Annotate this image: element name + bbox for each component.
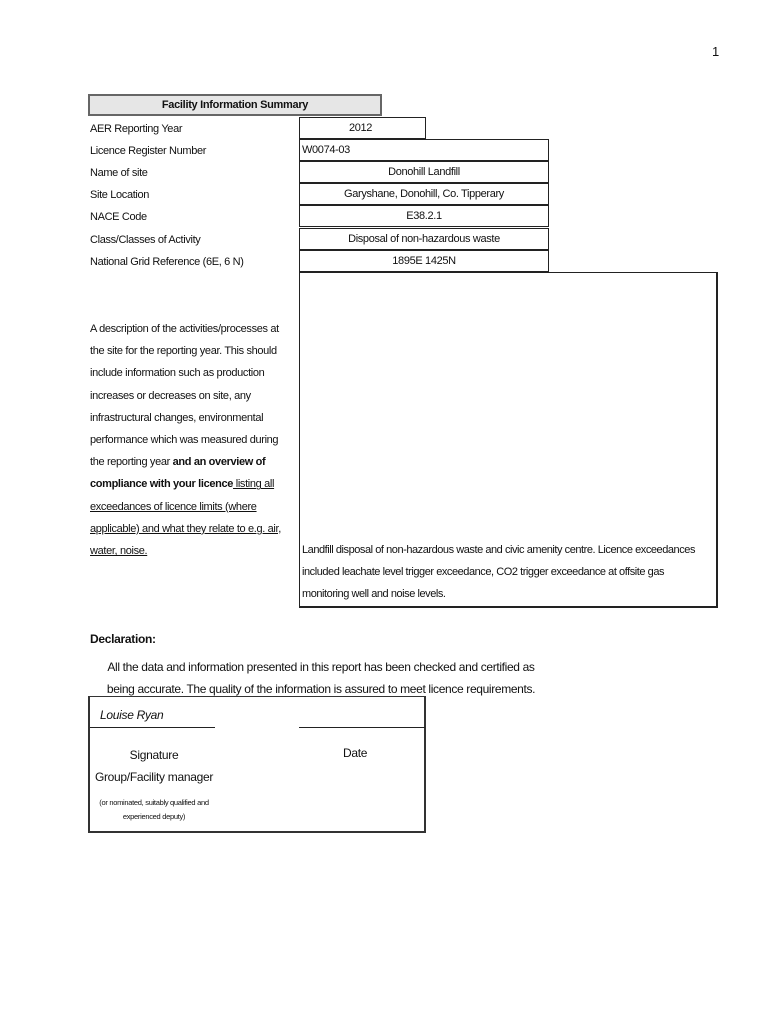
label-class-of-activity: Class/Classes of Activity [90, 234, 201, 246]
description-prompt-text: A description of the activities/processes at the site for the reporting year. This should include information such as production increases or decreases on site, any infrastructural changes, environmental performance which was measured during the reporting year [90, 323, 279, 469]
value-licence-register-number: W0074-03 [299, 139, 549, 161]
signature-line [90, 727, 215, 728]
label-site-location: Site Location [90, 189, 150, 201]
declaration-heading: Declaration: [90, 632, 156, 646]
value-name-of-site: Donohill Landfill [299, 161, 549, 183]
description-prompt [90, 318, 290, 562]
signature-label-line1: Signature [129, 748, 179, 762]
value-grid-reference: 1895E 1425N [299, 250, 549, 272]
label-nace-code: NACE Code [90, 211, 147, 223]
description-prompt-bold: and an overview of compliance with your licence [90, 456, 266, 491]
value-class-of-activity: Disposal of non-hazardous waste [299, 228, 549, 250]
date-line [299, 727, 425, 728]
description-prompt-underlined: listing all exceedances of licence limits (where applicable) and what they relate to e.g. air, water, noise. [90, 478, 281, 558]
label-name-of-site: Name of site [90, 167, 148, 179]
label-aer-reporting-year: AER Reporting Year [90, 123, 183, 135]
value-nace-code: E38.2.1 [299, 205, 549, 227]
description-answer: Landfill disposal of non-hazardous waste and civic amenity centre. Licence exceedances included leachate level trigger exceedance, CO2 trigger exceedance at offsite gas monitoring well and noise levels. [302, 544, 695, 600]
signature-label [90, 744, 218, 788]
value-site-location: Garyshane, Donohill, Co. Tipperary [299, 183, 549, 205]
description-answer-box [299, 272, 718, 608]
page-number: 1 [712, 44, 720, 59]
signatory-name: Louise Ryan [100, 708, 164, 722]
summary-header: Facility Information Summary [88, 94, 382, 116]
label-grid-reference: National Grid Reference (6E, 6 N) [90, 256, 244, 268]
declaration-text: All the data and information presented in this report has been checked and certified as being accurate. The quality of the information is assured to meet licence requirements. [106, 660, 536, 696]
signature-label-line2: Group/Facility manager [94, 770, 214, 784]
value-aer-reporting-year: 2012 [299, 117, 426, 139]
label-licence-register-number: Licence Register Number [90, 145, 207, 157]
date-label: Date [343, 746, 368, 760]
signature-note: (or nominated, suitably qualified and experienced deputy) [99, 798, 209, 821]
